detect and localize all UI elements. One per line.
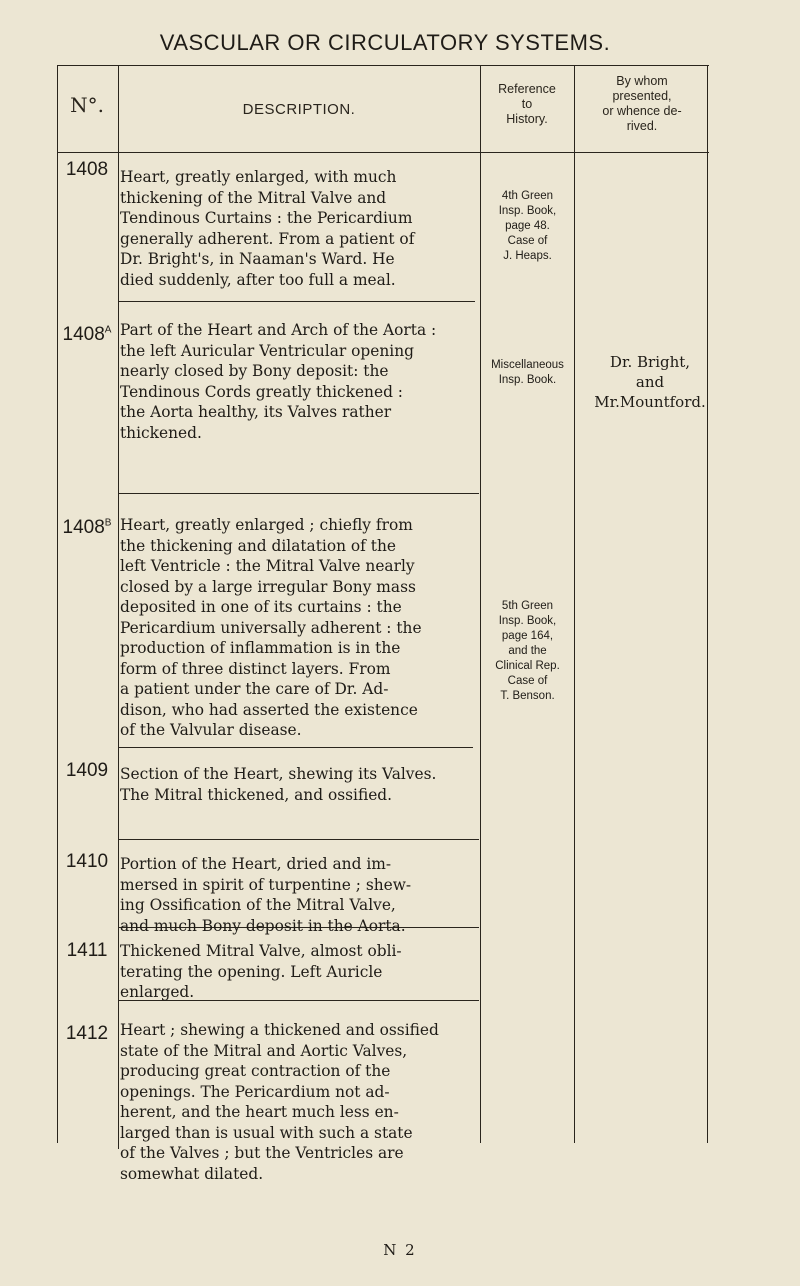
entry-description: Portion of the Heart, dried and im- mersed in spirit of turpentine ; shew- ing Ossification of the Mitral Valve, and much Bony deposit in the Aorta. [120,855,412,935]
entry-description: Heart, greatly enlarged ; chiefly from the thickening and dilatation of the left Ventricle : the Mitral Valve nearly closed by a large irregular Bony mass deposited in one of its curtains : the Pericardium universally adherent : the production of inflammation is in the form of three distinct layers. From a patient under the care of Dr. Ad- dison, who had asserted the existence of the Valvular disease. [120,516,422,739]
entry-number: 1408 [65,159,109,180]
entry-number: 1411 [66,940,108,961]
entry-reference: 5th Green Insp. Book, page 164, and the Clinical Rep. Case of T. Benson. [495,600,560,702]
page-number: N 2 [383,1241,417,1259]
entry-presented-by: Dr. Bright, and Mr.Mountford. [594,353,706,411]
entry-reference: 4th Green Insp. Book, page 48. Case of J. Heaps. [498,190,557,262]
header-presented-by: By whom presented, or whence de- rived. [602,74,682,133]
header-number: N°. [70,93,104,117]
entry-description: Section of the Heart, shewing its Valves. The Mitral thickened, and ossified. [120,765,437,804]
table-top-rule [57,65,709,66]
column-rule [574,65,575,1143]
entry-number: 1410 [65,851,109,872]
entry-number: $1408^A$ [62,324,112,345]
row-rule [119,839,479,840]
header-description: DESCRIPTION. [242,101,356,118]
entry-description: Thickened Mitral Valve, almost obli- terating the opening. Left Auricle enlarged. [120,942,402,1001]
column-rule [480,65,481,1143]
entry-number: $1408^B$ [62,517,112,538]
column-rule [707,65,708,1143]
column-rule [57,65,58,1143]
column-rule [118,65,119,1149]
entry-reference: Miscellaneous Insp. Book. [491,359,564,386]
header-rule [57,152,709,153]
row-rule [119,493,479,494]
entry-description: Heart, greatly enlarged, with much thickening of the Mitral Valve and Tendinous Curtains : the Pericardium generally adherent. From a patient of Dr. Bright's, in Naaman's Ward. He died suddenly, after too full a meal. [120,168,415,289]
page-title: VASCULAR OR CIRCULATORY SYSTEMS. [159,30,611,55]
entry-number: 1409 [65,760,109,781]
entry-description: Part of the Heart and Arch of the Aorta : the left Auricular Ventricular opening nearly closed by Bony deposit: the Tendinous Cords greatly thickened : the Aorta healthy, its Valves rather thickened. [120,321,437,442]
entry-number: 1412 [65,1023,109,1044]
row-rule [119,747,473,748]
entry-description: Heart ; shewing a thickened and ossified state of the Mitral and Aortic Valves, producing great contraction of the openings. The Pericardium not ad- herent, and the heart much less en- larged than is usual with such a state of the Valves ; but the Ventricles are somewhat dilated. [120,1021,439,1183]
row-rule [119,301,475,302]
header-reference: Reference to History. [498,82,556,126]
